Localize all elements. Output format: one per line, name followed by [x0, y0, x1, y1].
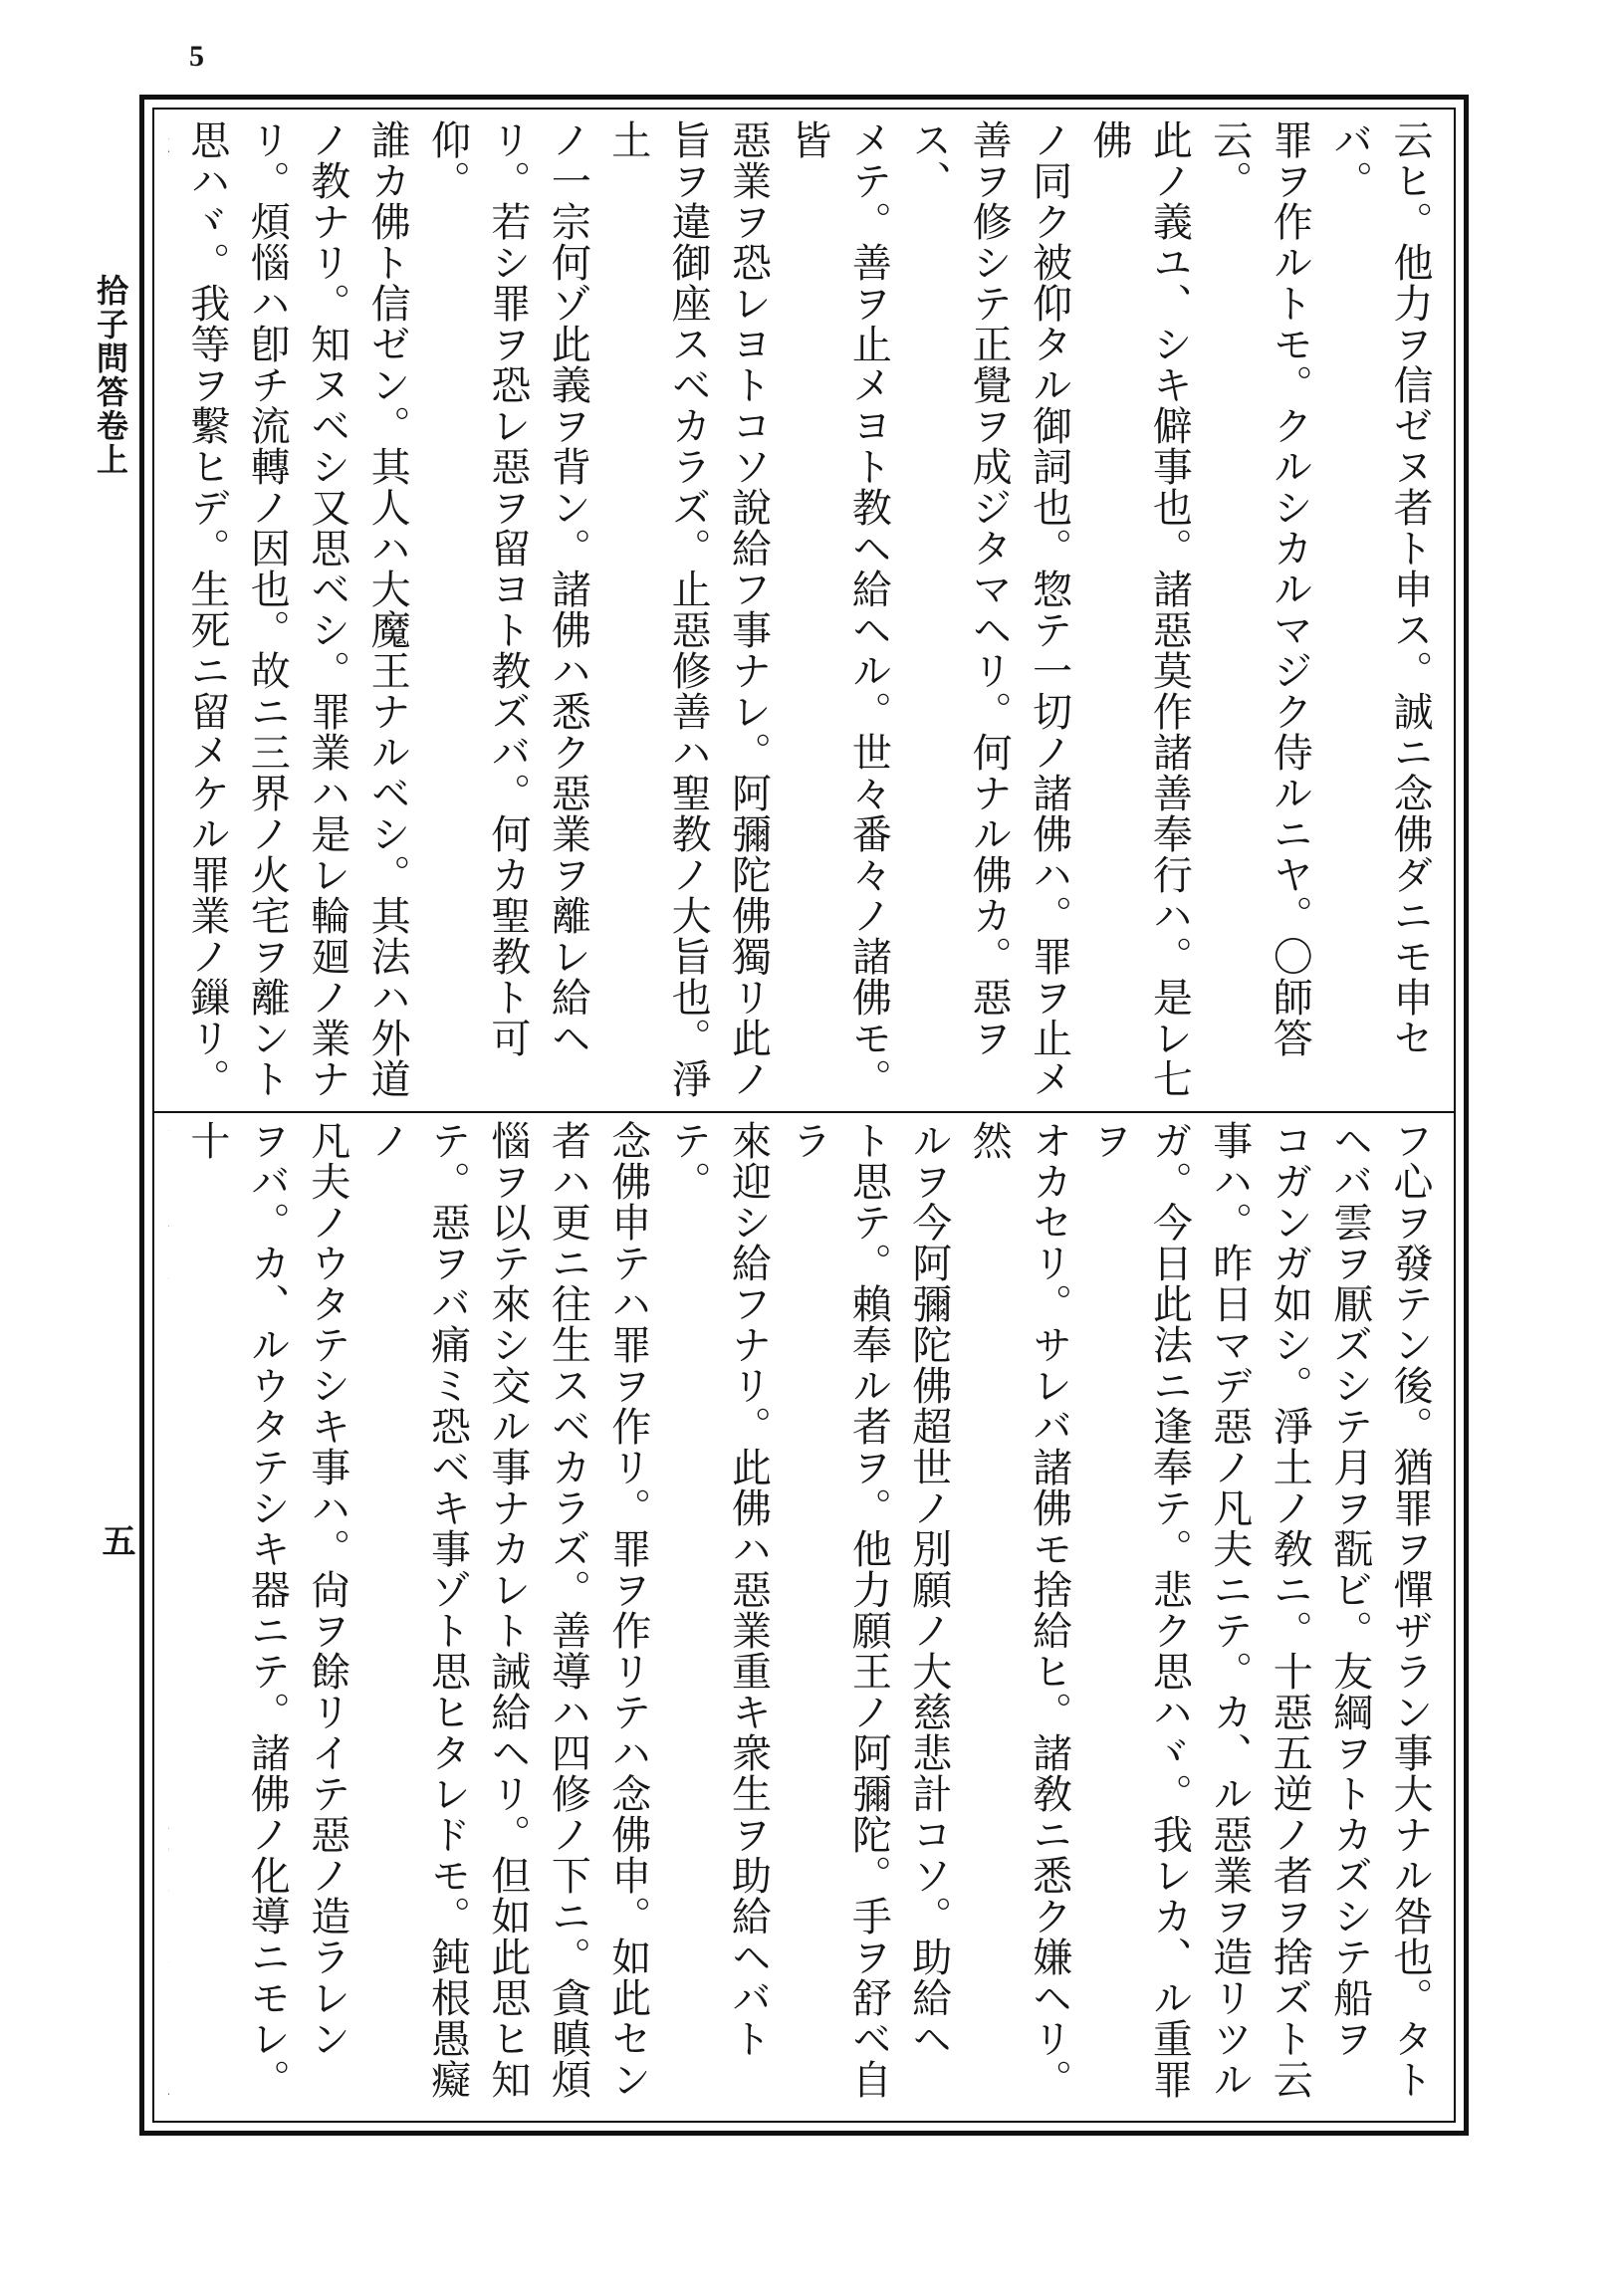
text-column: 凡夫ノウタテシキ事ハ。尙ヲ餘リイテ惡ノ造ラレン	[304, 1120, 350, 2059]
text-column: 善ヲ修シテ正覺ヲ成ジタマヘリ。何ナル佛カ。惡ヲス、	[905, 119, 1013, 1058]
text-column: リ。煩惱ハ卽チ流轉ノ因也。故ニ三界ノ火宅ヲ離ント	[244, 119, 291, 1099]
text-column: 思ハヾ。我等ヲ繫ヒデ。生死ニ留メケル罪業ノ鏁リ。	[183, 119, 230, 1099]
text-column	[168, 1120, 176, 2121]
text-column: フ心ヲ發テン後。猶罪ヲ憚ザラン事大ナル咎也。タト	[1387, 1120, 1433, 2100]
text-column: 此ノ義ユ、シキ僻事也。諸惡莫作諸善奉行ハ。是レ七佛	[1085, 119, 1193, 1099]
text-column: 罪ヲ作ルトモ。クルシカルマジク侍ルニヤ。〇師答云。	[1206, 119, 1313, 1058]
text-column: 云ヒ。他力ヲ信ゼヌ者ト申ス。誠ニ念佛ダニモ申セバ。	[1326, 119, 1433, 1058]
text-column: ヲバ。カ、ルウタテシキ器ニテ。諸佛ノ化導ニモレ。十	[183, 1120, 291, 2100]
text-column: ノ教ナリ。知ヌベシ又思ベシ。罪業ハ是レ輪廻ノ業ナ	[304, 119, 350, 1099]
text-column: 事ハ。昨日マデ惡ノ凡夫ニテ。カ、ル惡業ヲ造リツル	[1206, 1120, 1253, 2100]
text-column: ヘバ雲ヲ厭ズシテ月ヲ翫ビ。友綱ヲトカズシテ船ヲ	[1326, 1120, 1373, 2059]
text-column: 旨ヲ違御座スベカラズ。止惡修善ハ聖教ノ大旨也。淨土	[604, 119, 712, 1099]
block-divider	[154, 1111, 1454, 1113]
text-frame	[139, 95, 1469, 2136]
text-column: メテ。善ヲ止メヨト教ヘ給ヘル。世々番々ノ諸佛モ。皆	[785, 119, 892, 1099]
text-column: 惱ヲ以テ來シ交ル事ナカレト誡給ヘリ。但如此思ヒ知	[484, 1120, 531, 2100]
folio-kanji: 五	[96, 1523, 135, 1557]
text-column: 誰カ佛ト信ゼン。其人ハ大魔王ナルベシ。其法ハ外道	[364, 119, 411, 1099]
page-number: 5	[189, 40, 204, 73]
bottom-vertical-text	[168, 1120, 1440, 2121]
top-text-block	[168, 119, 1440, 1105]
text-column: ルヲ今阿彌陀佛超世ノ別願ノ大慈悲計コソ。助給ヘ	[905, 1120, 952, 2059]
text-column: テ。惡ヲバ痛ミ恐ベキ事ゾト思ヒタレドモ。鈍根愚癡ノ	[364, 1120, 471, 2100]
text-column: オカセリ。サレバ諸佛モ捨給ヒ。諸敎ニ悉ク嫌ヘリ。然	[966, 1120, 1072, 2100]
bottom-text-block	[168, 1120, 1440, 2121]
text-column: 惡業ヲ恐レヨトコソ說給フ事ナレ。阿彌陀佛獨リ此ノ	[725, 119, 772, 1099]
text-column: コガンガ如シ。淨土ノ敎ニ。十惡五逆ノ者ヲ捨ズト云	[1267, 1120, 1313, 2100]
text-column: 念佛申テハ罪ヲ作リ。罪ヲ作リテハ念佛申。如此セン	[604, 1120, 651, 2100]
text-column: 者ハ更ニ往生スベカラズ。善導ハ四修ノ下ニ。貪瞋煩	[545, 1120, 591, 2100]
text-column: リ。若シ罪ヲ恐レ惡ヲ留ヨト教ズバ。何カ聖教ト可仰。	[424, 119, 531, 1058]
inner-border	[152, 108, 1456, 2123]
text-column: ト思テ。賴奉ル者ヲ。他力願王ノ阿彌陀。手ヲ舒ベ自ラ	[785, 1120, 892, 2100]
top-vertical-text	[168, 119, 1440, 1105]
text-column: ノ同ク被仰タル御詞也。惣テ一切ノ諸佛ハ。罪ヲ止メ	[1026, 119, 1072, 1099]
text-column: ノ一宗何ゾ此義ヲ背ン。諸佛ハ悉ク惡業ヲ離レ給ヘ	[545, 119, 591, 1058]
text-column: ガ。今日此法ニ逢奉テ。悲ク思ハヾ。我レカ、ル重罪ヲ	[1085, 1120, 1193, 2100]
text-column: 來迎シ給フナリ。此佛ハ惡業重キ衆生ヲ助給ヘバトテ。	[665, 1120, 772, 2059]
running-title: 拾子問答卷上	[92, 274, 129, 477]
